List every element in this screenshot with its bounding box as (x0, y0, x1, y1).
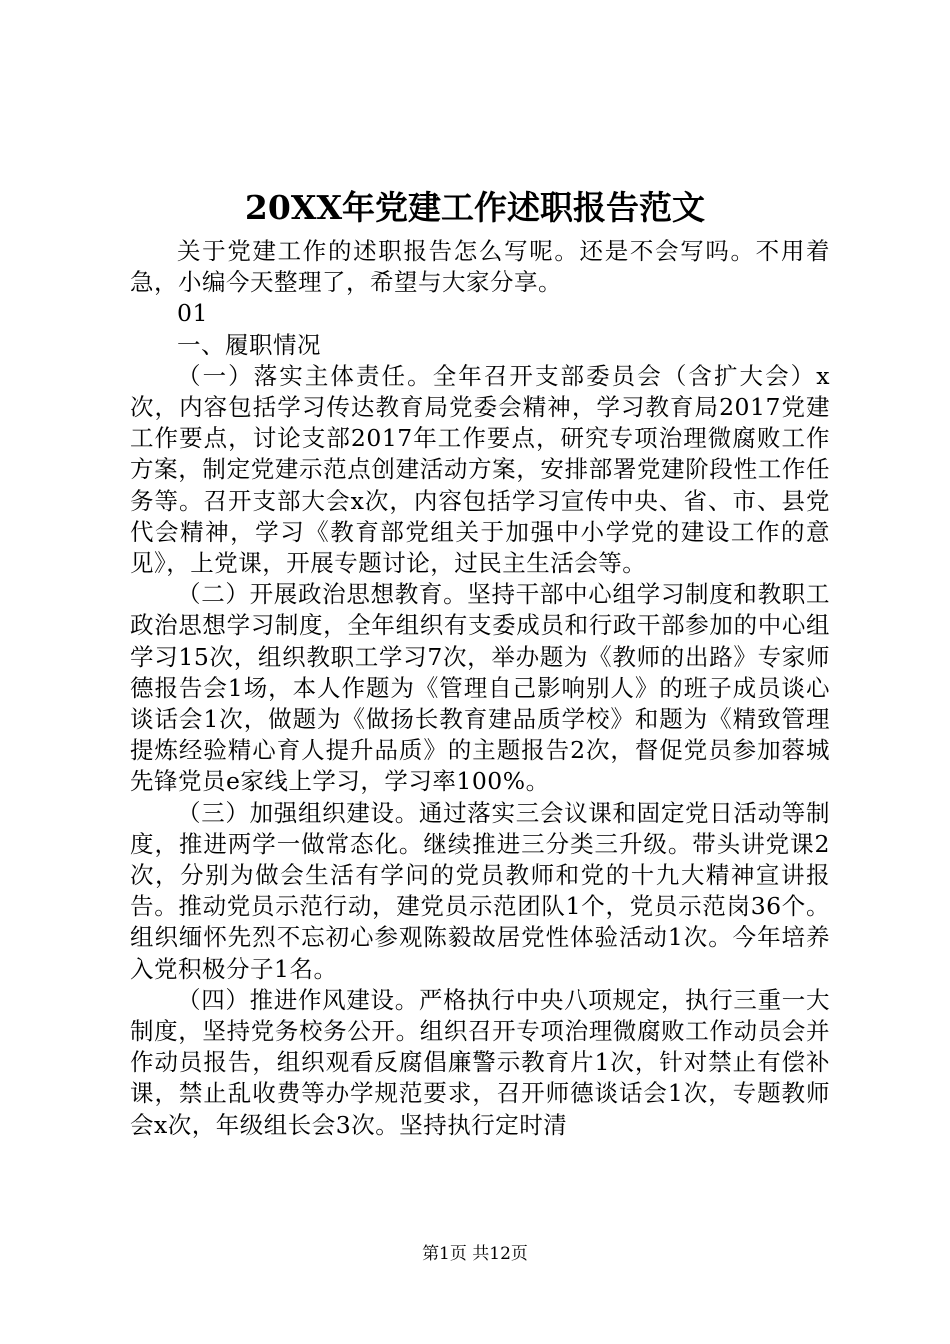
paragraph-work-style: （四）推进作风建设。严格执行中央八项规定，执行三重一大制度，坚持党务校务公开。组织召开专项治理微腐败工作动员会并作动员报告，组织观看反腐倡廉警示教育片1次，针对禁止有偿补课，禁止乱收费等办学规范要求，召开师德谈话会1次，专题教师会x次，年级组长会3次。坚持执行定时清 (130, 985, 830, 1139)
document-body (130, 236, 830, 1141)
paragraph-organization: （三）加强组织建设。通过落实三会议课和固定党日活动等制度，推进两学一做常态化。继续推进三分类三升级。带头讲党课2次，分别为做会生活有学问的党员教师和党的十九大精神宣讲报告。推动党员示范行动，建党员示范团队1个，党员示范岗36个。组织缅怀先烈不忘初心参观陈毅故居党性体验活动1次。今年培养入党积极分子1名。 (130, 798, 830, 983)
page-footer: 第1页 共12页 (422, 1244, 528, 1264)
paragraph-responsibility: （一）落实主体责任。全年召开支部委员会（含扩大会）x次，内容包括学习传达教育局党委会精神，学习教育局2017党建工作要点，讨论支部2017年工作要点，研究专项治理微腐败工作方案，制定党建示范点创建活动方案，安排部署党建阶段性工作任务等。召开支部大会x次，内容包括学习宣传中央、省、市、县党代会精神，学习《教育部党组关于加强中小学党的建设工作的意见》，上党课，开展专题讨论，过民主生活会等。 (130, 361, 830, 578)
document-title: 20XX年党建工作述职报告范文 (244, 188, 706, 227)
section-number: 01 (177, 299, 208, 328)
intro-paragraph: 关于党建工作的述职报告怎么写呢。还是不会写吗。不用着急，小编今天整理了，希望与大家分享。 (130, 237, 830, 297)
section-heading: 一、履职情况 (177, 330, 321, 359)
paragraph-political-education: （二）开展政治思想教育。坚持干部中心组学习制度和教职工政治思想学习制度，全年组织有支委成员和行政干部参加的中心组学习15次，组织教职工学习7次，举办题为《教师的出路》专家师德报告会1场，本人作题为《管理自己影响别人》的班子成员谈心谈话会1次，做题为《做扬长教育建品质学校》和题为《精致管理提炼经验精心育人提升品质》的主题报告2次，督促党员参加蓉城先锋党员e家线上学习，学习率100%。 (130, 580, 830, 796)
